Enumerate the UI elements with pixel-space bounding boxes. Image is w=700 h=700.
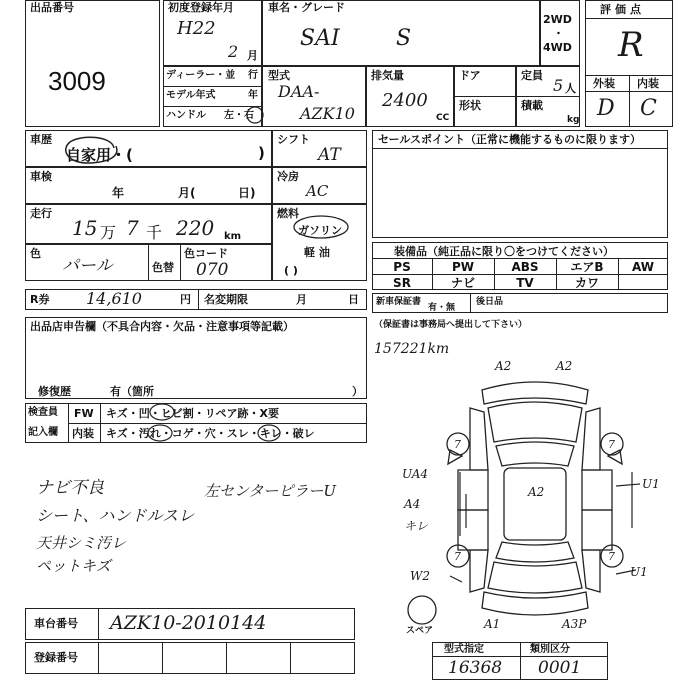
declaration-title: 出品店申告欄（不具合内容・欠品・注意事項等記載）: [30, 320, 294, 333]
deadline-day: 日: [348, 293, 359, 306]
recycle-box: [25, 289, 367, 310]
chassis-label: 車台番号: [34, 617, 78, 630]
displacement-value: 2400: [382, 90, 428, 111]
first-reg-label: 初度登録年月: [168, 1, 234, 14]
lot-number-label: 出品番号: [30, 1, 74, 14]
diag-a1: A1: [484, 617, 501, 631]
inspection-month: 月(: [178, 186, 196, 200]
equip-ps: PS: [393, 260, 411, 274]
fuel-label: 燃料: [277, 207, 299, 220]
mileage-v3: 220: [176, 216, 215, 240]
recycle-label: R券: [30, 293, 50, 306]
registration-label: 登録番号: [34, 651, 78, 664]
repair-label: 修復歴: [38, 385, 71, 398]
note-left-4: ペットキズ: [36, 557, 111, 575]
diag-a2-front-left: A2: [495, 359, 512, 373]
model-year-unit: 年: [248, 90, 258, 101]
diag-ua4: UA4: [402, 467, 429, 481]
shift-value: AT: [318, 145, 341, 165]
dealer-label: ディーラー・並: [166, 70, 236, 81]
drive-4wd: 4WD: [543, 41, 572, 54]
recycle-value: 14,610: [86, 289, 142, 308]
first-reg-year: H22: [177, 18, 216, 39]
interior-grade: C: [640, 96, 657, 121]
ac-label: 冷房: [277, 170, 299, 183]
warranty-options: 有・無: [428, 303, 456, 313]
color-change-label: 色替: [152, 261, 174, 274]
inspection-label: 車検: [30, 170, 52, 183]
diag-a3p: A3P: [562, 617, 587, 631]
mileage-v2: 7: [126, 216, 139, 240]
capacity-value: 5: [553, 76, 564, 95]
interior-label: 内装: [637, 77, 659, 90]
deadline-label: 名変期限: [204, 293, 248, 306]
color-value: パール: [62, 256, 113, 276]
history-close: ): [258, 144, 265, 162]
name-grade-label: 車名・グレード: [268, 1, 345, 14]
score-label: 評価点: [600, 3, 645, 16]
model-label: 型式: [268, 69, 290, 82]
history-label: 車歴: [30, 133, 52, 146]
inspector-marks: [140, 400, 290, 446]
model-year-label: モデル年式: [166, 90, 216, 101]
inspector-fw-items: キズ・凹・ヒビ割・リペア跡・X要: [106, 407, 280, 420]
diag-kire: キレ: [404, 519, 428, 533]
note-right-1: 左センターピラーU: [204, 482, 337, 500]
grade: S: [396, 26, 412, 51]
equip-sr: SR: [393, 276, 411, 290]
lot-number: 3009: [48, 66, 106, 96]
diag-a2-roof: A2: [528, 485, 545, 499]
mileage-v1: 15: [72, 216, 98, 240]
shape-label: 形状: [459, 99, 481, 112]
fuel-gasoline: ガソリン: [298, 224, 342, 237]
fuel-diesel: 軽 油: [304, 246, 330, 259]
equip-pw: PW: [451, 260, 475, 274]
handle-options: 左・右: [224, 110, 254, 121]
inspector-fw: FW: [74, 407, 94, 420]
inspector-in-items: キズ・汚れ・コゲ・穴・スレ・キレ・破レ: [106, 427, 315, 440]
model-prefix: DAA-: [278, 82, 320, 101]
type-designation-value: 16368: [448, 658, 503, 678]
color-label: 色: [30, 247, 41, 260]
warranty-label: 新車保証書: [376, 297, 422, 307]
lot-number-box: [25, 0, 160, 127]
door-label: ドア: [459, 69, 481, 82]
dealer-unit: 行: [248, 70, 258, 81]
equip-navi: ナビ: [450, 276, 475, 290]
owner-label: 後日品: [476, 297, 504, 307]
diag-u1-right: U1: [642, 477, 660, 491]
svg-text:7: 7: [454, 438, 461, 451]
diag-u1-rear: U1: [630, 565, 648, 579]
model-code: AZK10: [300, 104, 355, 123]
score-value: R: [618, 25, 644, 65]
note-left-1: ナビ不良: [36, 478, 104, 498]
handle-label: ハンドル: [166, 110, 206, 121]
equipment-title: 装備品（純正品に限り〇をつけてください）: [394, 245, 614, 258]
mileage-note: 157221km: [374, 341, 450, 357]
kg-unit: kg: [567, 115, 580, 125]
type-designation-label: 型式指定: [444, 644, 484, 655]
note-left-3: 天井シミ汚レ: [36, 534, 127, 552]
ac-value: AC: [306, 182, 329, 200]
drive-2wd: 2WD: [543, 13, 572, 26]
mileage-unit: km: [224, 231, 242, 242]
equip-tv: TV: [516, 276, 534, 290]
diag-w2: W2: [410, 569, 430, 583]
recycle-yen: 円: [180, 293, 191, 306]
class-label: 類別区分: [530, 644, 570, 655]
equip-airbag: エアB: [570, 260, 604, 274]
svg-text:7: 7: [608, 550, 615, 563]
diag-a4: A4: [404, 497, 421, 511]
repair-value: 有（箇所: [110, 385, 154, 398]
history-value: 自家用・(: [66, 146, 133, 164]
mileage-u2: 千: [146, 223, 163, 242]
cc-unit: CC: [436, 113, 450, 123]
class-value: 0001: [538, 658, 582, 678]
sales-point-box: [372, 130, 668, 238]
fuel-paren: ( ): [284, 264, 298, 277]
mileage-u1: 万: [100, 223, 117, 242]
load-label: 積載: [521, 99, 543, 112]
drive-dot: ・: [553, 27, 564, 40]
exterior-label: 外装: [593, 77, 615, 90]
inspector-in: 内装: [72, 427, 94, 440]
inspector-label-2: 記入欄: [28, 427, 58, 438]
svg-text:7: 7: [454, 550, 461, 563]
first-reg-month-unit: 月: [247, 49, 258, 62]
capacity-label: 定員: [521, 69, 543, 82]
first-reg-month: 2: [228, 42, 239, 61]
equip-leather: カワ: [574, 276, 599, 290]
color-code: 070: [196, 260, 229, 280]
note-left-2: シート、ハンドルスレ: [36, 506, 195, 525]
fuel-circle-mark: [292, 214, 350, 240]
svg-text:7: 7: [608, 438, 615, 451]
inspector-label-1: 検査員: [28, 407, 58, 418]
history-circle-mark: [62, 134, 122, 166]
equip-aw: AW: [632, 260, 654, 274]
repair-close: ）: [352, 385, 363, 398]
sales-point-title: セールスポイント（正常に機能するものに限ります）: [378, 133, 642, 146]
car-name: SAI: [300, 26, 340, 51]
inspection-box: [25, 167, 272, 204]
capacity-unit: 人: [565, 82, 576, 95]
displacement-label: 排気量: [371, 69, 404, 82]
equip-abs: ABS: [511, 260, 539, 274]
chassis-number: AZK10-2010144: [110, 612, 267, 634]
diag-spare-label: スペア: [406, 626, 434, 636]
mileage-label: 走行: [30, 207, 52, 220]
shift-label: シフト: [277, 133, 310, 146]
diag-a2-front-right: A2: [556, 359, 573, 373]
inspection-day: 日): [238, 186, 256, 200]
warranty-note: （保証書は事務局へ提出して下さい）: [374, 320, 528, 330]
inspection-year: 年: [112, 186, 125, 200]
color-code-label: 色コード: [184, 247, 228, 260]
exterior-grade: D: [597, 96, 615, 121]
deadline-month: 月: [296, 293, 307, 306]
